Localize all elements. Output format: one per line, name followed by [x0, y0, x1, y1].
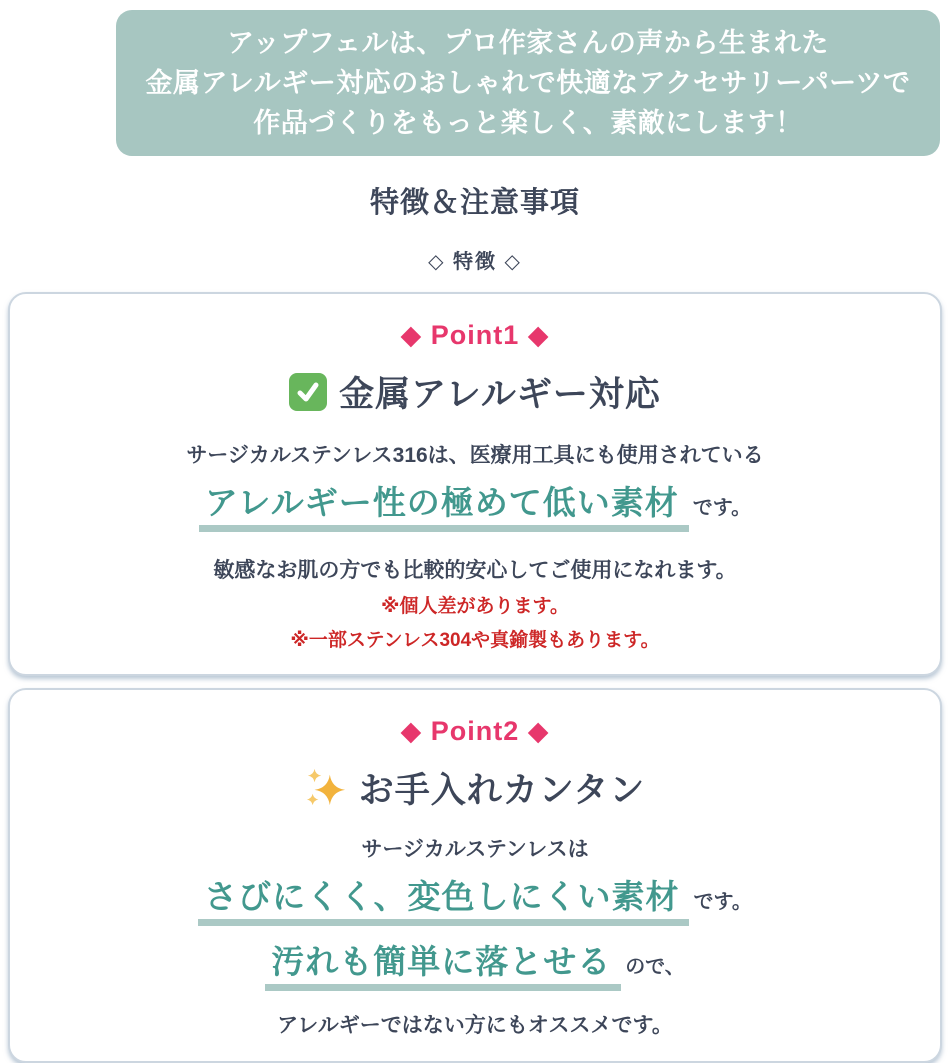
point1-highlight-row — [20, 477, 930, 532]
point2-highlight-row-2 — [20, 936, 930, 991]
point1-heading — [20, 367, 930, 417]
point2-highlight-row-1 — [20, 871, 930, 926]
point1-note1: ※個人差があります。 — [381, 596, 569, 617]
point2-line2: アレルギーではない方にもオススメです。 — [277, 1014, 673, 1037]
hero-banner-line: 作品づくりをもっと楽しく、素敵にします！ — [253, 108, 803, 138]
point2-heading — [20, 763, 930, 813]
hero-banner-line: 金属アレルギー対応のおしゃれで快適なアクセサリーパーツで — [145, 68, 911, 98]
point1-card — [8, 292, 942, 676]
section-subtitle: ◇ 特徴 ◇ — [428, 251, 522, 273]
point2-line1: サージカルステンレスは — [361, 838, 589, 861]
section-title: 特徴＆注意事項 — [369, 187, 580, 219]
point2-highlight2-suffix: ので、 — [625, 956, 685, 978]
point1-label: ◆ Point1 ◆ — [400, 320, 550, 350]
point1-heading-text: 金属アレルギー対応 — [339, 375, 661, 414]
point1-highlight-suffix: です。 — [692, 497, 752, 519]
point1-note2: ※一部ステンレス304や真鍮製もあります。 — [290, 630, 660, 651]
point2-highlight1-suffix: です。 — [693, 891, 752, 913]
point1-highlight-text: アレルギー性の極めて低い素材 — [199, 477, 689, 532]
hero-banner-line: アップフェルは、プロ作家さんの声から生まれた — [227, 28, 829, 58]
sparkles-icon — [305, 767, 347, 809]
point2-highlight1-text: さびにくく、変色しにくい素材 — [198, 871, 689, 926]
point1-line2: 敏感なお肌の方でも比較的安心してご使用になれます。 — [213, 559, 737, 582]
point2-highlight2-text: 汚れも簡単に落とせる — [265, 936, 621, 991]
check-mark-icon — [289, 373, 327, 411]
hero-banner — [116, 10, 940, 156]
point2-label: ◆ Point2 ◆ — [400, 716, 550, 746]
point2-card — [8, 688, 942, 1063]
point2-heading-text: お手入れカンタン — [358, 771, 646, 810]
point1-line1: サージカルステンレス316は、医療用工具にも使用されている — [186, 444, 764, 467]
